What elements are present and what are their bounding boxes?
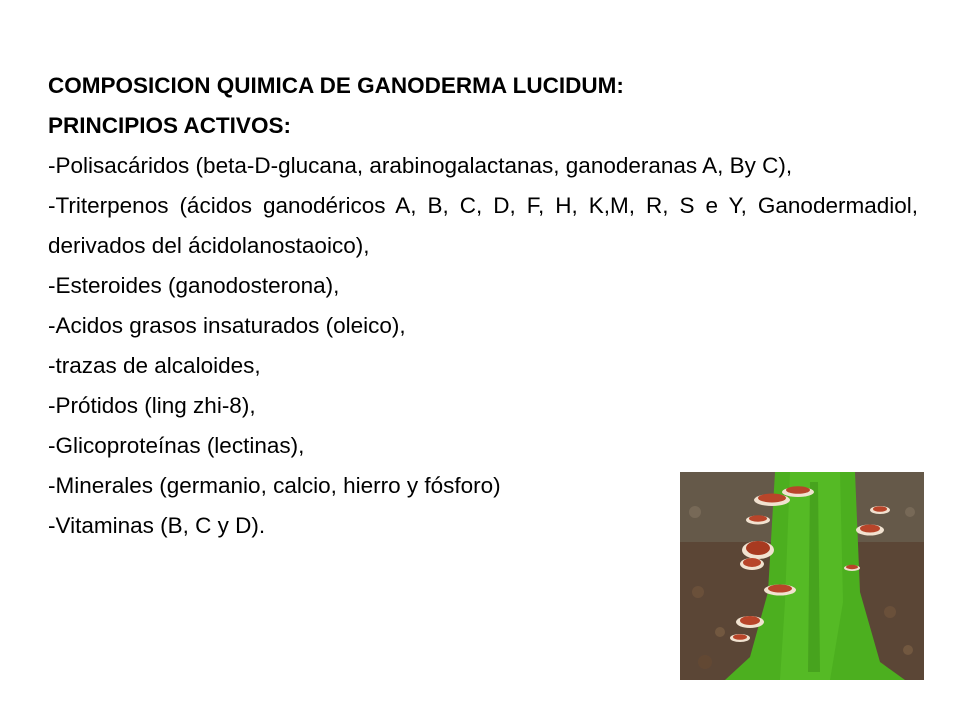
mushroom-tree-illustration <box>680 472 924 680</box>
list-item-alcaloides: -trazas de alcaloides, <box>48 353 261 378</box>
list-item-minerales: -Minerales (germanio, calcio, hierro y fósforo) <box>48 473 501 498</box>
list-item-esteroides: -Esteroides (ganodosterona), <box>48 273 340 298</box>
list-item-acidos-grasos: -Acidos grasos insaturados (oleico), <box>48 313 406 338</box>
list-item-glicoproteinas: -Glicoproteínas (lectinas), <box>48 433 305 458</box>
list-item-polisacaridos: -Polisacáridos (beta-D-glucana, arabinogalactanas, ganoderanas A, By C), <box>48 153 793 178</box>
list-item-protidos: -Prótidos (ling zhi-8), <box>48 393 256 418</box>
mushroom-photo <box>680 472 924 680</box>
list-item-triterpenos: -Triterpenos (ácidos ganodéricos A, B, C, D, F, H, K,M, R, S e Y, Ganodermadiol, derivados del ácidolanostaoico), <box>48 193 918 258</box>
slide-subtitle: PRINCIPIOS ACTIVOS: <box>48 113 291 138</box>
list-item-vitaminas: -Vitaminas (B, C y D). <box>48 513 266 538</box>
slide-title: COMPOSICION QUIMICA DE GANODERMA LUCIDUM: <box>48 73 624 98</box>
